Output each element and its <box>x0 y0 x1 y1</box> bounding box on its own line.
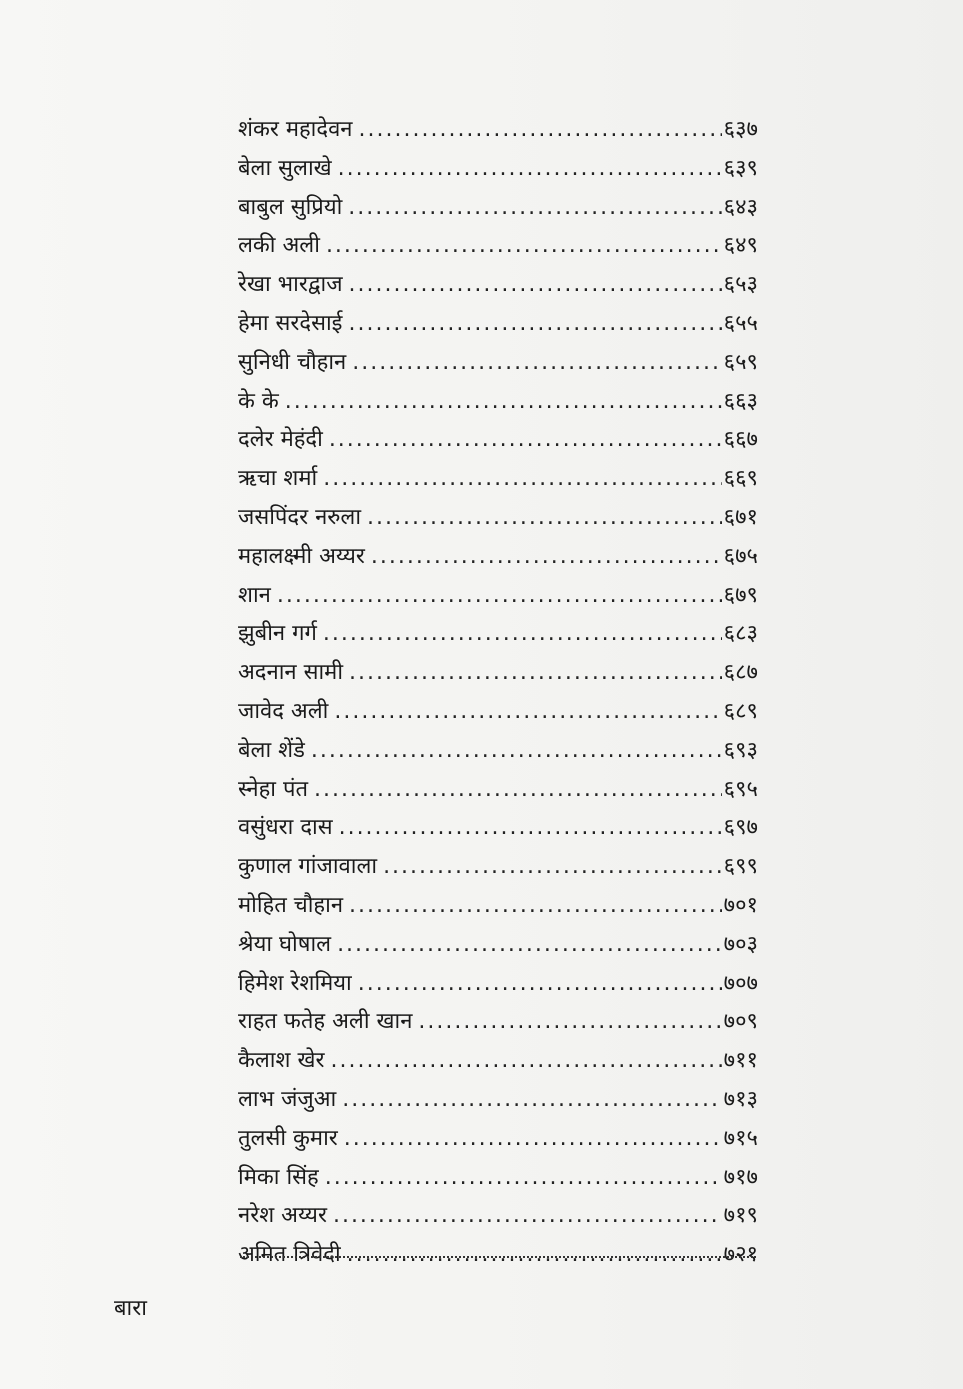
toc-leader-dots <box>311 732 722 771</box>
toc-entry-name: रेखा भारद्वाज <box>238 272 343 298</box>
toc-entry-name: नरेश अय्यर <box>238 1203 327 1229</box>
toc-entry-page: ६६३ <box>723 388 758 414</box>
toc-entry-page: ७११ <box>723 1048 758 1074</box>
toc-entry <box>238 499 758 538</box>
toc-entry-name: जसपिंदर नरुला <box>238 504 362 530</box>
toc-entry-page: ७२१ <box>723 1242 758 1268</box>
toc-leader-dots <box>352 344 721 383</box>
toc-entry-name: तुलसी कुमार <box>238 1125 338 1151</box>
toc-entry-page: ६७९ <box>723 582 758 608</box>
toc-entry-page: ७१३ <box>723 1086 758 1112</box>
toc-leader-dots <box>367 499 722 538</box>
toc-leader-dots <box>348 189 721 228</box>
toc-entry-page: ६६७ <box>723 427 758 453</box>
toc-entry <box>238 1159 758 1198</box>
table-of-contents <box>238 111 758 1275</box>
toc-leader-dots <box>342 1081 721 1120</box>
toc-entry-name: हिमेश रेशमिया <box>238 970 352 996</box>
toc-entry-page: ७०७ <box>723 970 758 996</box>
toc-leader-dots <box>285 383 722 422</box>
toc-entry-page: ६७१ <box>723 504 758 530</box>
toc-entry-name: मिका सिंह <box>238 1164 319 1190</box>
toc-entry <box>238 344 758 383</box>
toc-entry-name: अदनान सामी <box>238 660 344 686</box>
toc-entry-name: शान <box>238 582 271 608</box>
toc-entry <box>238 771 758 810</box>
toc-leader-dots <box>344 1120 722 1159</box>
toc-entry-page: ६५३ <box>723 272 758 298</box>
toc-entry-page: ६८७ <box>723 660 758 686</box>
toc-entry-name: जावेद अली <box>238 698 329 724</box>
toc-entry <box>238 227 758 266</box>
toc-entry <box>238 421 758 460</box>
toc-entry-page: ६३७ <box>723 117 758 142</box>
toc-entry <box>238 654 758 693</box>
toc-leader-dots <box>334 693 721 732</box>
toc-entry-page: ६७५ <box>723 543 758 569</box>
toc-leader-dots <box>337 926 722 965</box>
toc-entry <box>238 383 758 422</box>
toc-entry-name: ऋचा शर्मा <box>238 466 318 492</box>
toc-entry-page: ६४९ <box>723 233 758 259</box>
toc-leader-dots <box>329 421 722 460</box>
toc-entry-name: स्नेहा पंत <box>238 776 309 802</box>
toc-entry-name: लकी अली <box>238 233 320 259</box>
toc-entry <box>238 538 758 577</box>
toc-entry-name: लाभ जंजुआ <box>238 1086 337 1112</box>
page-folio: बारा <box>114 1296 147 1321</box>
toc-entry <box>238 577 758 616</box>
toc-entry-page: ६८३ <box>723 621 758 647</box>
toc-entry-name: झुबीन गर्ग <box>238 621 317 647</box>
toc-leader-dots <box>314 771 722 810</box>
toc-entry-page: ६९९ <box>723 854 758 880</box>
toc-entry-page: ६९३ <box>723 737 758 763</box>
toc-leader-dots <box>349 887 722 926</box>
toc-leader-dots <box>338 150 722 189</box>
toc-entry <box>238 189 758 228</box>
toc-leader-dots <box>349 654 722 693</box>
toc-entry-page: ७१९ <box>723 1203 758 1229</box>
toc-leader-dots <box>339 809 722 848</box>
toc-entry <box>238 615 758 654</box>
toc-entry <box>238 887 758 926</box>
toc-entry-page: ६५९ <box>723 349 758 375</box>
toc-entry-name: महालक्ष्मी अय्यर <box>238 543 365 569</box>
toc-entry <box>238 266 758 305</box>
toc-entry-page: ६५५ <box>723 310 758 336</box>
toc-entry <box>238 1003 758 1042</box>
toc-entry-page: ७१५ <box>723 1125 758 1151</box>
toc-entry <box>238 693 758 732</box>
toc-entry <box>238 732 758 771</box>
toc-entry <box>238 926 758 965</box>
toc-entry-page: ६३९ <box>723 155 758 181</box>
toc-entry <box>238 305 758 344</box>
toc-entry-page: ७०१ <box>723 892 758 918</box>
toc-entry-page: ६९५ <box>723 776 758 802</box>
toc-entry-page: ६९७ <box>723 815 758 841</box>
toc-leader-dots <box>358 965 722 1004</box>
toc-entry-name: के के <box>238 388 279 414</box>
dotted-end-rule <box>240 1256 756 1258</box>
toc-entry <box>238 809 758 848</box>
toc-entry-name: बाबुल सुप्रियो <box>238 194 343 220</box>
toc-entry-name: कुणाल गांजावाला <box>238 854 378 880</box>
toc-leader-dots <box>383 848 722 887</box>
toc-entry-page: ६८९ <box>723 698 758 724</box>
toc-entry-name: अमित त्रिवेदी <box>238 1242 341 1268</box>
toc-entry-name: सुनिधी चौहान <box>238 349 347 375</box>
toc-entry <box>238 150 758 189</box>
toc-entry <box>238 1120 758 1159</box>
toc-leader-dots <box>323 460 721 499</box>
toc-entry <box>238 848 758 887</box>
toc-leader-dots <box>277 577 722 616</box>
toc-leader-dots <box>349 266 722 305</box>
toc-entry-name: वसुंधरा दास <box>238 815 333 841</box>
toc-entry <box>238 1081 758 1120</box>
toc-entry-page: ६६९ <box>723 466 758 492</box>
toc-entry-name: बेला शेंडे <box>238 737 305 763</box>
toc-entry-page: ७१७ <box>723 1164 758 1190</box>
toc-entry-name: मोहित चौहान <box>238 892 344 918</box>
toc-entry-name: दलेर मेहंदी <box>238 427 323 453</box>
toc-entry-page: ७०३ <box>723 931 758 957</box>
toc-entry-page: ७०९ <box>723 1009 758 1035</box>
toc-leader-dots <box>326 227 722 266</box>
toc-entry-page: ६४३ <box>723 194 758 220</box>
toc-entry <box>238 1197 758 1236</box>
toc-entry-name: शंकर महादेवन <box>238 117 353 142</box>
toc-leader-dots <box>418 1003 721 1042</box>
toc-leader-dots <box>333 1197 722 1236</box>
toc-leader-dots <box>348 305 721 344</box>
toc-leader-dots <box>371 538 722 577</box>
toc-entry-name: कैलाश खेर <box>238 1048 325 1074</box>
toc-leader-dots <box>323 615 722 654</box>
toc-entry-name: राहत फतेह अली खान <box>238 1009 413 1035</box>
toc-leader-dots <box>325 1159 722 1198</box>
toc-leader-dots <box>330 1042 721 1081</box>
toc-entry <box>238 965 758 1004</box>
toc-entry <box>238 111 758 150</box>
toc-entry-name: बेला सुलाखे <box>238 155 332 181</box>
toc-leader-dots <box>359 111 722 150</box>
toc-entry-name: श्रेया घोषाल <box>238 931 332 957</box>
toc-entry <box>238 460 758 499</box>
toc-entry-name: हेमा सरदेसाई <box>238 310 343 336</box>
toc-entry <box>238 1042 758 1081</box>
